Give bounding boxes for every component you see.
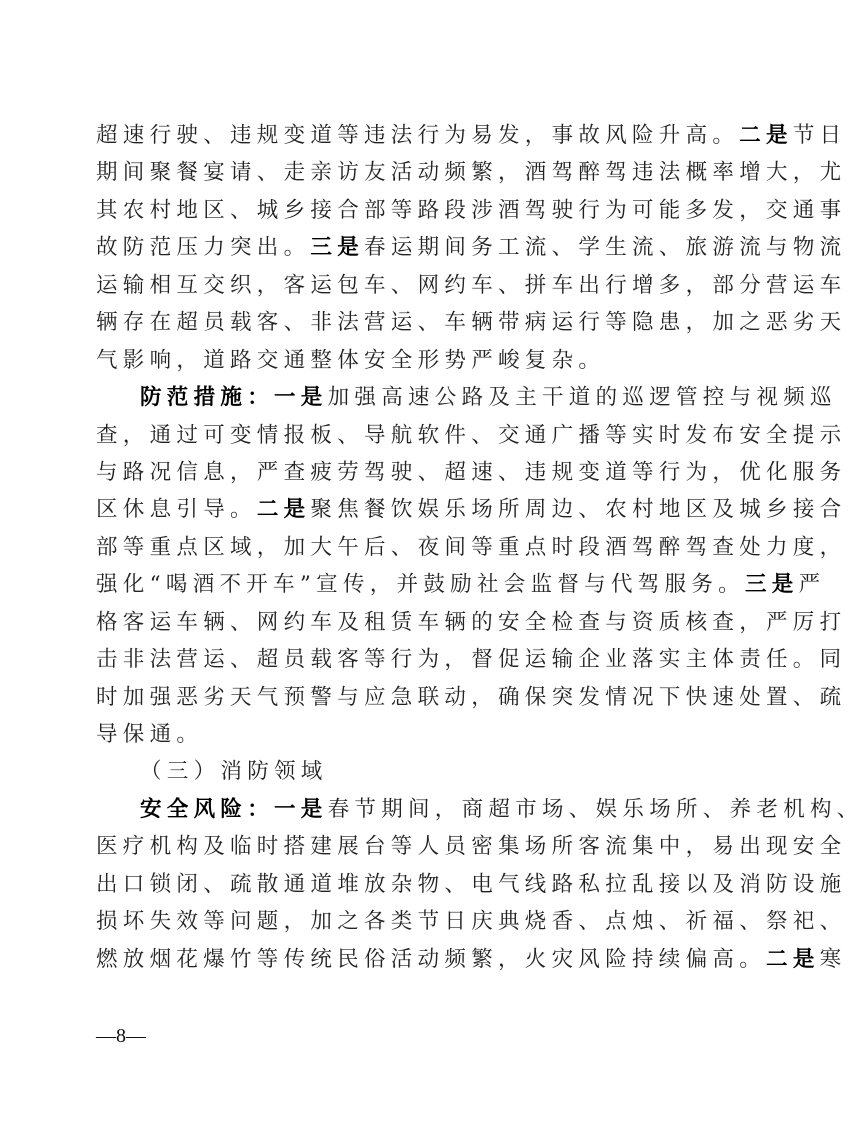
text-run: 春节期间，商超市场、娱乐场所、养老机构、 — [327, 796, 864, 822]
text-line — [96, 791, 864, 828]
text-run: （三）消防领域 — [140, 759, 328, 785]
text-line — [96, 342, 700, 379]
text-run: 寒 — [819, 946, 847, 972]
text-line — [96, 679, 847, 716]
text-run: 故防范压力突出。 — [96, 235, 311, 261]
text-run: 导保通。 — [96, 722, 204, 747]
text-run: 格客运车辆、网约车及租赁车辆的安全检查与资质核查，严厉打 — [96, 609, 847, 635]
text-run: 期间聚餐宴请、走亲访友活动频繁，酒驾醉驾违法概率增大，尤 — [96, 160, 847, 186]
text-run: 超速行驶、违规变道等违法行为易发，事故风险升高。 — [96, 123, 740, 148]
text-run: 聚焦餐饮娱乐场所周边、农村地区及城乡接合 — [310, 497, 847, 523]
text-run: 节日 — [792, 123, 847, 148]
text-line — [96, 716, 700, 753]
text-run: 燃放烟花爆竹等传统民俗活动频繁，火灾风险持续偏高。 — [96, 946, 767, 972]
bold-keyword: 防范措施：一是 — [140, 385, 328, 411]
text-line — [96, 267, 847, 304]
text-run: 与路况信息，严查疲劳驾驶、超速、违规变道等行为，优化服务 — [96, 459, 847, 485]
bold-keyword: 二是 — [766, 946, 820, 972]
text-line — [96, 304, 847, 341]
text-run: 加强高速公路及主干道的巡逻管控与视频巡 — [327, 385, 837, 411]
bold-keyword: 三是 — [745, 572, 799, 598]
text-line — [96, 491, 847, 528]
text-run: 部等重点区域，加大午后、夜间等重点时段酒驾醉驾查处力度， — [96, 534, 847, 560]
text-run: 严 — [798, 572, 826, 598]
text-line — [96, 454, 847, 491]
text-run: 运输相互交织，客运包车、网约车、拼车出行增多，部分营运车 — [96, 272, 847, 298]
bold-keyword: 三是 — [310, 235, 365, 261]
text-run: 损坏失效等问题，加之各类节日庆典烧香、点烛、祈福、祭祀、 — [96, 909, 847, 935]
text-line — [96, 192, 847, 229]
text-run: 查，通过可变情报板、导航软件、交通广播等实时发布安全提示 — [96, 422, 847, 448]
text-line — [96, 379, 837, 416]
page-number: —8— — [96, 1025, 146, 1047]
text-line — [96, 417, 847, 454]
bold-keyword: 安全风险：一是 — [140, 796, 328, 822]
text-run: 春运期间务工流、学生流、旅游流与物流 — [364, 235, 847, 261]
text-line — [96, 529, 847, 566]
text-line — [96, 154, 847, 191]
text-line — [96, 117, 847, 154]
text-line — [96, 566, 826, 603]
text-run: 强化“喝酒不开车”宣传，并鼓励社会监督与代驾服务。 — [96, 572, 745, 598]
text-run: 其农村地区、城乡接合部等路段涉酒驾驶行为可能多发，交通事 — [96, 197, 847, 223]
bold-keyword: 二是 — [739, 123, 793, 148]
text-run: 气影响，道路交通整体安全形势严峻复杂。 — [96, 347, 606, 373]
text-run: 出口锁闭、疏散通道堆放杂物、电气线路私拉乱接以及消防设施 — [96, 871, 847, 897]
text-line — [96, 828, 847, 865]
text-run: 击非法营运、超员载客等行为，督促运输企业落实主体责任。同 — [96, 647, 847, 673]
section-heading — [96, 753, 700, 790]
text-line — [96, 866, 847, 903]
text-run: 区休息引导。 — [96, 497, 257, 523]
text-line — [96, 641, 847, 678]
bold-keyword: 二是 — [256, 497, 311, 523]
text-run: 时加强恶劣天气预警与应急联动，确保突发情况下快速处置、疏 — [96, 684, 847, 710]
body-text — [96, 117, 864, 978]
text-run: 医疗机构及临时搭建展台等人员密集场所客流集中，易出现安全 — [96, 834, 847, 860]
text-line — [96, 903, 847, 940]
text-line — [96, 604, 847, 641]
text-line — [96, 229, 847, 266]
text-run: 辆存在超员载客、非法营运、车辆带病运行等隐患，加之恶劣天 — [96, 310, 847, 336]
text-line — [96, 941, 847, 978]
